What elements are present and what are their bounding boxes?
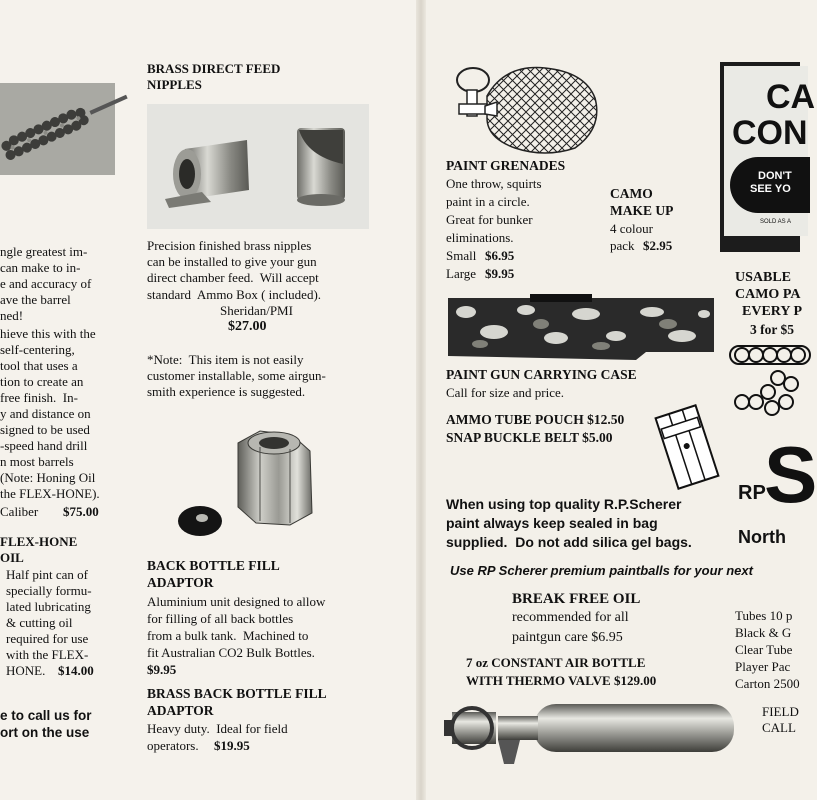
nipples-brand: Sheridan/PMI [220, 303, 293, 318]
oil-line: Half pint can of [6, 567, 88, 582]
notice-line: supplied. Do not add silica gel bags. [446, 534, 692, 550]
field-line: FIELD [762, 704, 799, 719]
belt-line: SNAP BUCKLE BELT $5.00 [446, 430, 613, 445]
flex-hone-tool-icon [0, 83, 115, 175]
ammo-pouch-icon [652, 402, 722, 492]
field-line: CALL [762, 720, 796, 735]
adaptor-photo [170, 425, 340, 545]
logo-s: S [764, 430, 817, 519]
oil-heading: FLEX-HONE [0, 534, 78, 549]
camo-pack: pack [610, 238, 635, 253]
notice-line: paint always keep sealed in bag [446, 515, 658, 531]
brass-adaptor-line: operators. [147, 738, 199, 753]
grenades-large-price: $9.95 [485, 266, 515, 281]
oil-line: required for use [6, 631, 89, 646]
grenades-line: One throw, squirts [446, 176, 542, 191]
logo-rp: RP [738, 482, 766, 504]
paint-grenade-icon [445, 58, 605, 158]
brass-adaptor-line: Heavy duty. Ideal for field [147, 721, 288, 736]
usable-price: 3 for $5 [750, 322, 794, 337]
hone-line: y and distance on [0, 406, 91, 421]
grenades-small-price: $6.95 [485, 248, 515, 263]
hone-line: e and accuracy of [0, 276, 92, 291]
usable-line: CAMO PA [735, 287, 801, 302]
camo-box-title: CA [766, 78, 816, 116]
adaptor-price: $9.95 [147, 662, 177, 677]
nipples-heading: NIPPLES [147, 77, 202, 92]
hone-price: $75.00 [63, 504, 99, 519]
nipples-line: Precision finished brass nipples [147, 238, 312, 253]
case-heading: PAINT GUN CARRYING CASE [446, 367, 637, 382]
nipples-line: direct chamber feed. Will accept [147, 270, 319, 285]
camo-box-tag: DON'T [758, 170, 792, 182]
call-line: ort on the use [0, 725, 90, 740]
nipples-line: standard Ammo Box ( included). [147, 287, 322, 302]
brass-nipple-icon [147, 104, 369, 229]
camo-heading: CAMO [610, 186, 653, 201]
nipples-note: smith experience is suggested. [147, 384, 306, 399]
hone-line: self-centering, [0, 342, 75, 357]
hone-price-label: Caliber [0, 504, 39, 519]
adaptor-heading: BACK BOTTLE FILL [147, 558, 280, 573]
pouch-line: AMMO TUBE POUCH $12.50 [446, 412, 625, 427]
camo-box-title: CON [732, 114, 808, 152]
hone-line: can make to in- [0, 260, 81, 275]
tubes-line: Carton 2500 [735, 676, 800, 691]
tubes-line: Black & G [735, 625, 792, 640]
nipples-price: $27.00 [228, 319, 267, 334]
bottle-heading: WITH THERMO VALVE $129.00 [466, 673, 657, 688]
grenades-large: Large [446, 266, 477, 281]
oil-line: specially formu- [6, 583, 92, 598]
hex-fitting-icon [170, 425, 340, 545]
camo-price: $2.95 [643, 238, 673, 253]
bottle-heading: 7 oz CONSTANT AIR BOTTLE [466, 655, 646, 670]
camo-line: 4 colour [610, 221, 653, 236]
nipples-note: customer installable, some airgun- [147, 368, 326, 383]
camo-box [720, 62, 816, 252]
camo-box-tag: SEE YO [750, 183, 791, 195]
tubes-line: Tubes 10 p [735, 608, 793, 623]
adaptor-line: for filling of all back bottles [147, 611, 294, 626]
brass-adaptor-heading: ADAPTOR [147, 703, 214, 718]
hone-line: signed to be used [0, 422, 90, 437]
grenade-illustration [445, 58, 605, 158]
hone-line: tool that uses a [0, 358, 78, 373]
oil-price: $14.00 [58, 663, 94, 678]
grenades-heading: PAINT GRENADES [446, 158, 566, 173]
nipples-heading: BRASS DIRECT FEED [147, 61, 281, 76]
adaptor-line: Aluminium unit designed to allow [147, 594, 326, 609]
usable-line: USABLE [735, 270, 792, 285]
hone-line: free finish. In- [0, 390, 78, 405]
hone-line: n most barrels [0, 454, 74, 469]
grenades-line: Great for bunker [446, 212, 533, 227]
break-free-line: paintgun care $6.95 [512, 630, 623, 645]
notice-line: When using top quality R.P.Scherer [446, 496, 682, 512]
nipples-photo [147, 104, 369, 229]
adaptor-line: from a bulk tank. Machined to [147, 628, 309, 643]
hone-line: ngle greatest im- [0, 244, 88, 259]
break-free-line: recommended for all [512, 610, 629, 625]
grenades-line: paint in a circle. [446, 194, 530, 209]
brass-adaptor-heading: BRASS BACK BOTTLE FILL [147, 686, 327, 701]
hone-line: -speed hand drill [0, 438, 88, 453]
paintballs-illustration [728, 340, 800, 420]
hone-line: tion to create an [0, 374, 84, 389]
hone-line: ned! [0, 308, 24, 323]
air-bottle-icon [438, 690, 738, 768]
hone-line: (Note: Honing Oil [0, 470, 96, 485]
brass-adaptor-price: $19.95 [214, 738, 250, 753]
camo-heading: MAKE UP [610, 203, 674, 218]
usable-line: EVERY P [742, 304, 803, 319]
oil-heading: OIL [0, 550, 24, 565]
carrying-case-illustration [446, 290, 716, 362]
adaptor-heading: ADAPTOR [147, 575, 214, 590]
camo-gun-case-icon [446, 290, 716, 362]
flex-hone-photo [0, 83, 115, 175]
grenades-line: eliminations. [446, 230, 514, 245]
banner-line: Use RP Scherer premium paintballs for your next [450, 563, 753, 578]
oil-line: HONE. [6, 663, 46, 678]
nipples-line: can be installed to give your gun [147, 254, 317, 269]
oil-line: lated lubricating [6, 599, 91, 614]
page-fold [416, 0, 426, 800]
nipples-note: *Note: This item is not easily [147, 352, 304, 367]
oil-line: with the FLEX- [6, 647, 89, 662]
break-free-heading: BREAK FREE OIL [512, 591, 641, 607]
paintball-icon [728, 340, 800, 420]
call-line: e to call us for [0, 708, 92, 723]
tubes-line: Player Pac [735, 659, 791, 674]
oil-line: & cutting oil [6, 615, 73, 630]
tubes-line: Clear Tube [735, 642, 793, 657]
adaptor-line: fit Australian CO2 Bulk Bottles. [147, 645, 315, 660]
case-line: Call for size and price. [446, 385, 565, 400]
camo-box-small: SOLD AS A [760, 219, 792, 225]
hone-line: the FLEX-HONE). [0, 486, 100, 501]
hone-line: ave the barrel [0, 292, 71, 307]
grenades-small: Small [446, 248, 477, 263]
air-bottle-photo [438, 690, 738, 768]
logo-north: North [738, 527, 786, 547]
pouch-illustration [652, 402, 722, 492]
hone-line: hieve this with the [0, 326, 96, 341]
